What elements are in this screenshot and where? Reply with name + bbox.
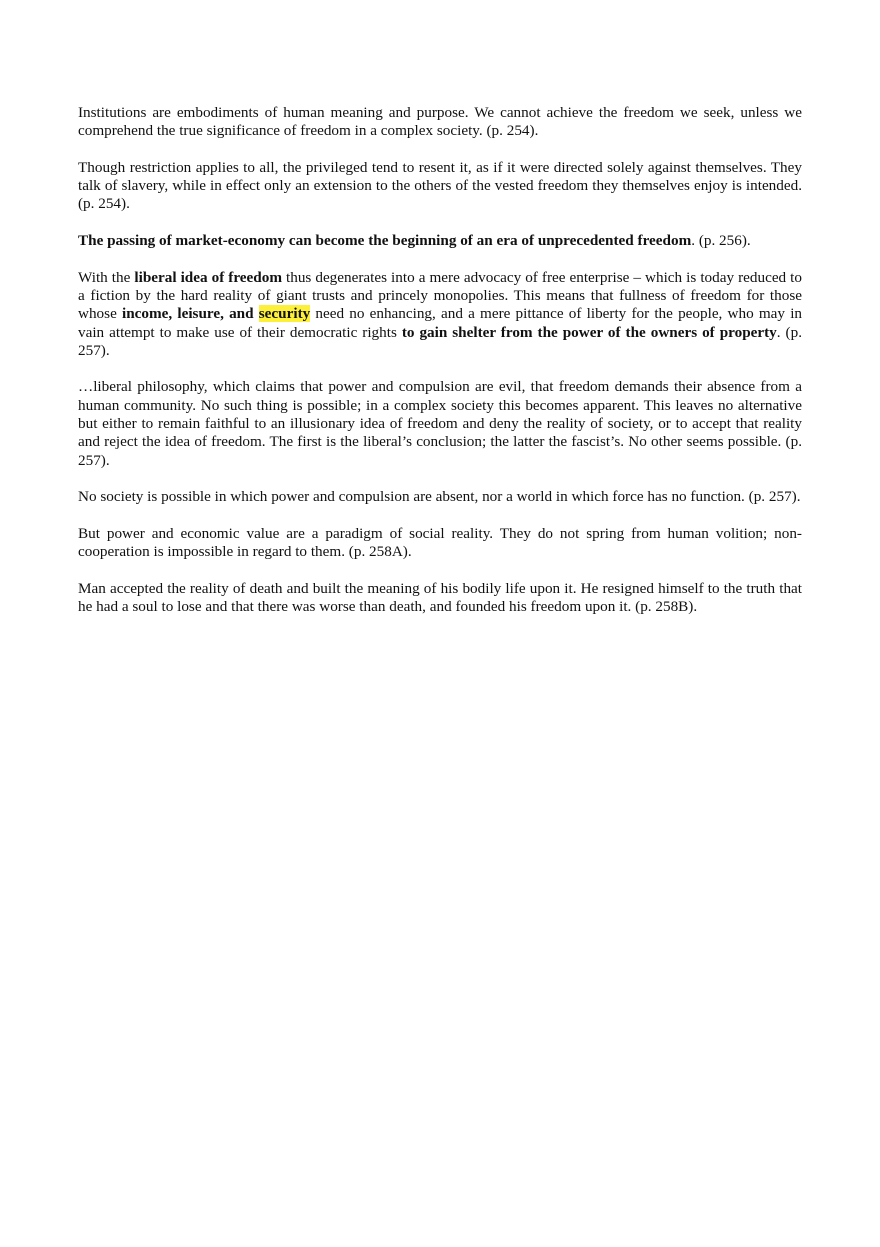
paragraph-market-economy [78, 232, 802, 250]
citation-257: . (p. 257). [78, 323, 802, 359]
highlighted-security: security [258, 305, 311, 323]
paragraph-liberal-idea [78, 269, 802, 360]
paragraph-restriction: Though restriction applies to all, the privileged tend to resent it, as if it were directed solely against themselves. They talk of slavery, while in effect only an extension to the others of the vested freedom they themselves enjoy is intended. (p. 254). [78, 158, 802, 213]
bold-income-leisure: income, leisure, and [122, 305, 259, 323]
document-body [78, 104, 802, 635]
paragraph-power-economic: But power and economic value are a paradigm of social reality. They do not spring from human volition; non-cooperation is impossible in regard to them. (p. 258A). [78, 524, 802, 561]
citation-256: . (p. 256). [691, 232, 751, 250]
text-segment: thus degenerates into a mere advocacy of free enterprise – which is today reduced to a fiction by the hard reality of giant trusts and princely monopolies. This means that fullness of freedom for those whose [78, 268, 802, 323]
text-segment: With the [78, 268, 135, 286]
bold-liberal-idea: liberal idea of freedom [134, 268, 282, 286]
bold-market-economy: The passing of market-economy can become the beginning of an era of unprecedented freedom [78, 232, 692, 250]
paragraph-liberal-philosophy: …liberal philosophy, which claims that power and compulsion are evil, that freedom demands their absence from a human community. No such thing is possible; in a complex society this becomes apparent. This leaves no alternative but either to remain faithful to an illusionary idea of freedom and deny the reality of society, or to accept that reality and reject the idea of freedom. The first is the liberal’s conclusion; the latter the fascist’s. No other seems possible. (p. 257). [78, 378, 802, 469]
paragraph-institutions: Institutions are embodiments of human meaning and purpose. We cannot achieve the freedom we seek, unless we comprehend the true significance of freedom in a complex society. (p. 254). [78, 104, 802, 140]
paragraph-death-freedom: Man accepted the reality of death and built the meaning of his bodily life upon it. He resigned himself to the truth that he had a soul to lose and that there was worse than death, and founded his freedom upon it. (p. 258B). [78, 579, 802, 616]
text-segment: need no enhancing, and a mere pittance of liberty for the people, who may in vain attempt to make use of their democratic rights [78, 305, 803, 341]
bold-shelter-owners: to gain shelter from the power of the owners of property [401, 323, 777, 341]
paragraph-no-society: No society is possible in which power and compulsion are absent, nor a world in which force has no function. (p. 257). [78, 488, 801, 506]
